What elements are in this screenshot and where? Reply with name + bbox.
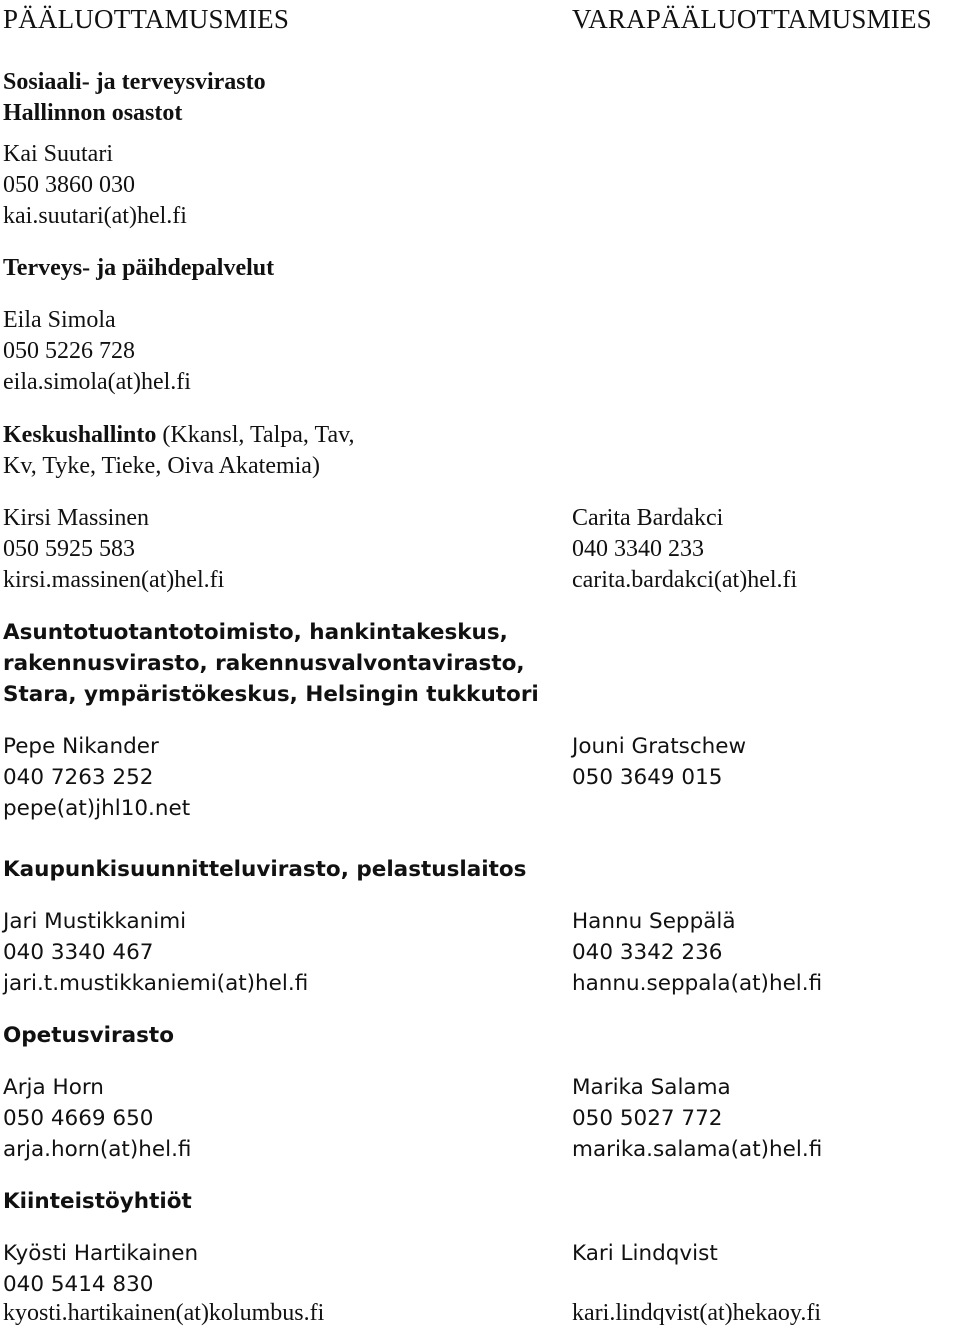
section-title: Sosiaali- ja terveysvirasto xyxy=(3,69,266,95)
contact-name: Arja Horn xyxy=(3,1075,104,1100)
section-title: Hallinnon osastot xyxy=(3,100,183,126)
contact-email[interactable]: arja.horn(at)hel.fi xyxy=(3,1137,192,1162)
contact-phone: 050 3860 030 xyxy=(3,172,135,198)
deputy-email[interactable]: carita.bardakci(at)hel.fi xyxy=(572,567,798,593)
section-title: Opetusvirasto xyxy=(3,1023,174,1048)
section-title: Terveys- ja päihdepalvelut xyxy=(3,255,275,281)
section-title: Kaupunkisuunnitteluvirasto, pelastuslaitos xyxy=(3,857,527,882)
contact-email[interactable]: kai.suutari(at)hel.fi xyxy=(3,203,187,229)
contact-phone: 040 5414 830 xyxy=(3,1272,154,1297)
contact-name: Kai Suutari xyxy=(3,141,113,167)
contact-email[interactable]: kirsi.massinen(at)hel.fi xyxy=(3,567,225,593)
contact-email[interactable]: pepe(at)jhl10.net xyxy=(3,796,191,821)
section-title: Kv, Tyke, Tieke, Oiva Akatemia) xyxy=(3,453,320,479)
contact-name: Kyösti Hartikainen xyxy=(3,1241,199,1266)
section-title: rakennusvirasto, rakennusvalvontavirasto, xyxy=(3,651,525,676)
deputy-phone: 050 5027 772 xyxy=(572,1106,723,1131)
section-title-bold: Keskushallinto xyxy=(3,422,157,448)
header-deputy-steward: VARAPÄÄLUOTTAMUSMIES xyxy=(572,4,932,34)
deputy-phone: 050 3649 015 xyxy=(572,765,723,790)
contact-name: Kirsi Massinen xyxy=(3,505,149,531)
deputy-name: Marika Salama xyxy=(572,1075,731,1100)
deputy-email[interactable]: kari.lindqvist(at)hekaoy.fi xyxy=(572,1300,822,1326)
contact-name: Eila Simola xyxy=(3,307,116,333)
contact-email[interactable]: eila.simola(at)hel.fi xyxy=(3,369,191,395)
section-title: Kiinteistöyhtiöt xyxy=(3,1189,192,1214)
section-title xyxy=(3,420,355,451)
contact-phone: 040 7263 252 xyxy=(3,765,154,790)
contact-phone: 050 5226 728 xyxy=(3,338,135,364)
contact-name: Jari Mustikkanimi xyxy=(3,909,187,934)
contact-email[interactable]: jari.t.mustikkaniemi(at)hel.fi xyxy=(3,971,309,996)
deputy-name: Kari Lindqvist xyxy=(572,1241,718,1266)
contact-phone: 050 4669 650 xyxy=(3,1106,154,1131)
deputy-name: Jouni Gratschew xyxy=(572,734,747,759)
deputy-email[interactable]: marika.salama(at)hel.fi xyxy=(572,1137,823,1162)
section-title: Asuntotuotantotoimisto, hankintakeskus, xyxy=(3,620,508,645)
deputy-name: Hannu Seppälä xyxy=(572,909,736,934)
section-title: Stara, ympäristökeskus, Helsingin tukkutori xyxy=(3,682,539,707)
deputy-email[interactable]: hannu.seppala(at)hel.fi xyxy=(572,971,823,996)
contact-name: Pepe Nikander xyxy=(3,734,159,759)
contact-phone: 050 5925 583 xyxy=(3,536,135,562)
deputy-phone: 040 3340 233 xyxy=(572,536,704,562)
contact-email[interactable]: kyosti.hartikainen(at)kolumbus.fi xyxy=(3,1300,325,1326)
contact-phone: 040 3340 467 xyxy=(3,940,154,965)
deputy-phone: 040 3342 236 xyxy=(572,940,723,965)
deputy-name: Carita Bardakci xyxy=(572,505,724,531)
header-main-steward: PÄÄLUOTTAMUSMIES xyxy=(3,4,290,34)
section-title-rest: (Kkansl, Talpa, Tav, xyxy=(156,422,355,448)
